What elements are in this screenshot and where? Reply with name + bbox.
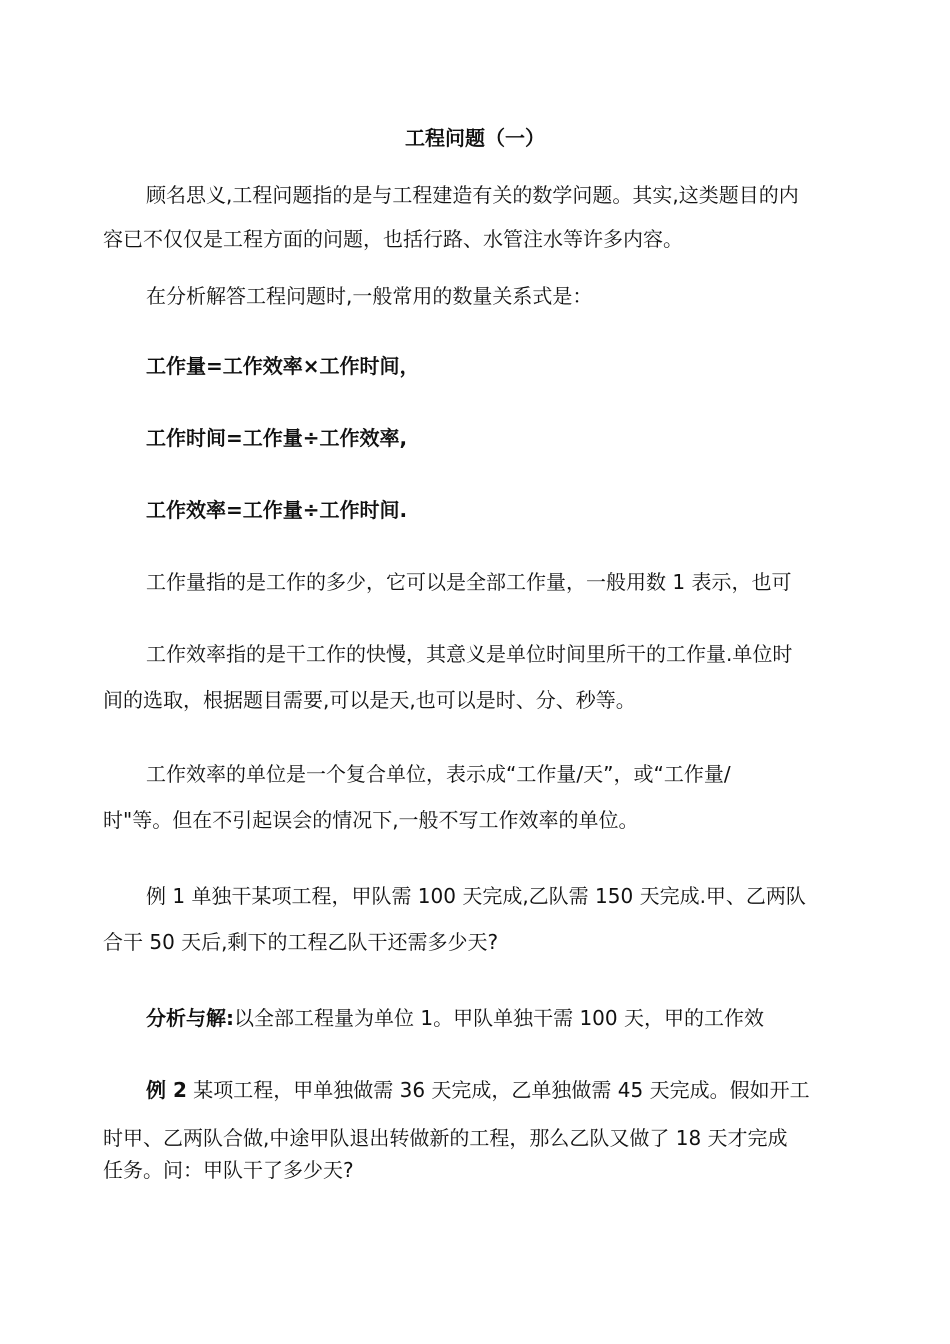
formula-work-efficiency [103, 496, 873, 524]
example-2-line-3: 任务。问：甲队干了多少天? [103, 1158, 354, 1182]
intro-paragraph [103, 181, 873, 253]
analysis-label: 分析与解: [146, 1006, 234, 1030]
efficiency-paragraph [103, 640, 873, 714]
formula-work-amount [103, 352, 873, 380]
example-2-line-1 [103, 1076, 873, 1124]
analysis-text: 以全部工程量为单位 1。甲队单独干需 100 天，甲的工作效 [234, 1006, 764, 1030]
analysis-line [103, 1004, 873, 1032]
formula-work-time-text: 工作时间=工作量÷工作效率, [146, 426, 408, 450]
page-title: 工程问题（一） [405, 126, 545, 150]
relations-intro-line: 在分析解答工程问题时,一般常用的数量关系式是： [146, 284, 593, 308]
unit-line-1: 工作效率的单位是一个复合单位，表示成“工作量/天”，或“工作量/ [146, 762, 731, 786]
formula-work-amount-text: 工作量=工作效率×工作时间， [146, 354, 420, 378]
intro-line-1: 顾名思义,工程问题指的是与工程建造有关的数学问题。其实,这类题目的内 [146, 183, 799, 207]
unit-paragraph [103, 760, 873, 834]
example-1 [103, 882, 873, 956]
example-2-line-1-text: 某项工程，甲单独做需 36 天完成，乙单独做需 45 天完成。假如开工 [186, 1078, 810, 1102]
example-1-line-2: 合干 50 天后,剩下的工程乙队干还需多少天? [103, 930, 499, 954]
analysis-paragraph [103, 1004, 873, 1032]
example-2 [103, 1076, 873, 1184]
example-1-line-1: 例 1 单独干某项工程，甲队需 100 天完成,乙队需 150 天完成.甲、乙两队 [146, 884, 806, 908]
example-2-line-2: 时甲、乙两队合做,中途甲队退出转做新的工程，那么乙队又做了 18 天才完成 [103, 1126, 788, 1150]
work-amount-paragraph [103, 568, 873, 596]
efficiency-line-1: 工作效率指的是干工作的快慢，其意义是单位时间里所干的工作量.单位时 [146, 642, 793, 666]
unit-line-2: 时"等。但在不引起误会的情况下,一般不写工作效率的单位。 [103, 808, 639, 832]
intro-line-2: 容已不仅仅是工程方面的问题，也括行路、水管注水等许多内容。 [103, 227, 683, 251]
example-2-label: 例 2 [146, 1078, 187, 1102]
work-amount-line: 工作量指的是工作的多少，它可以是全部工作量，一般用数 1 表示，也可 [146, 570, 792, 594]
efficiency-line-2: 间的选取，根据题目需要,可以是天,也可以是时、分、秒等。 [103, 688, 636, 712]
formula-work-time [103, 424, 873, 452]
formula-work-efficiency-text: 工作效率=工作量÷工作时间. [146, 498, 408, 522]
relations-intro [103, 282, 873, 310]
